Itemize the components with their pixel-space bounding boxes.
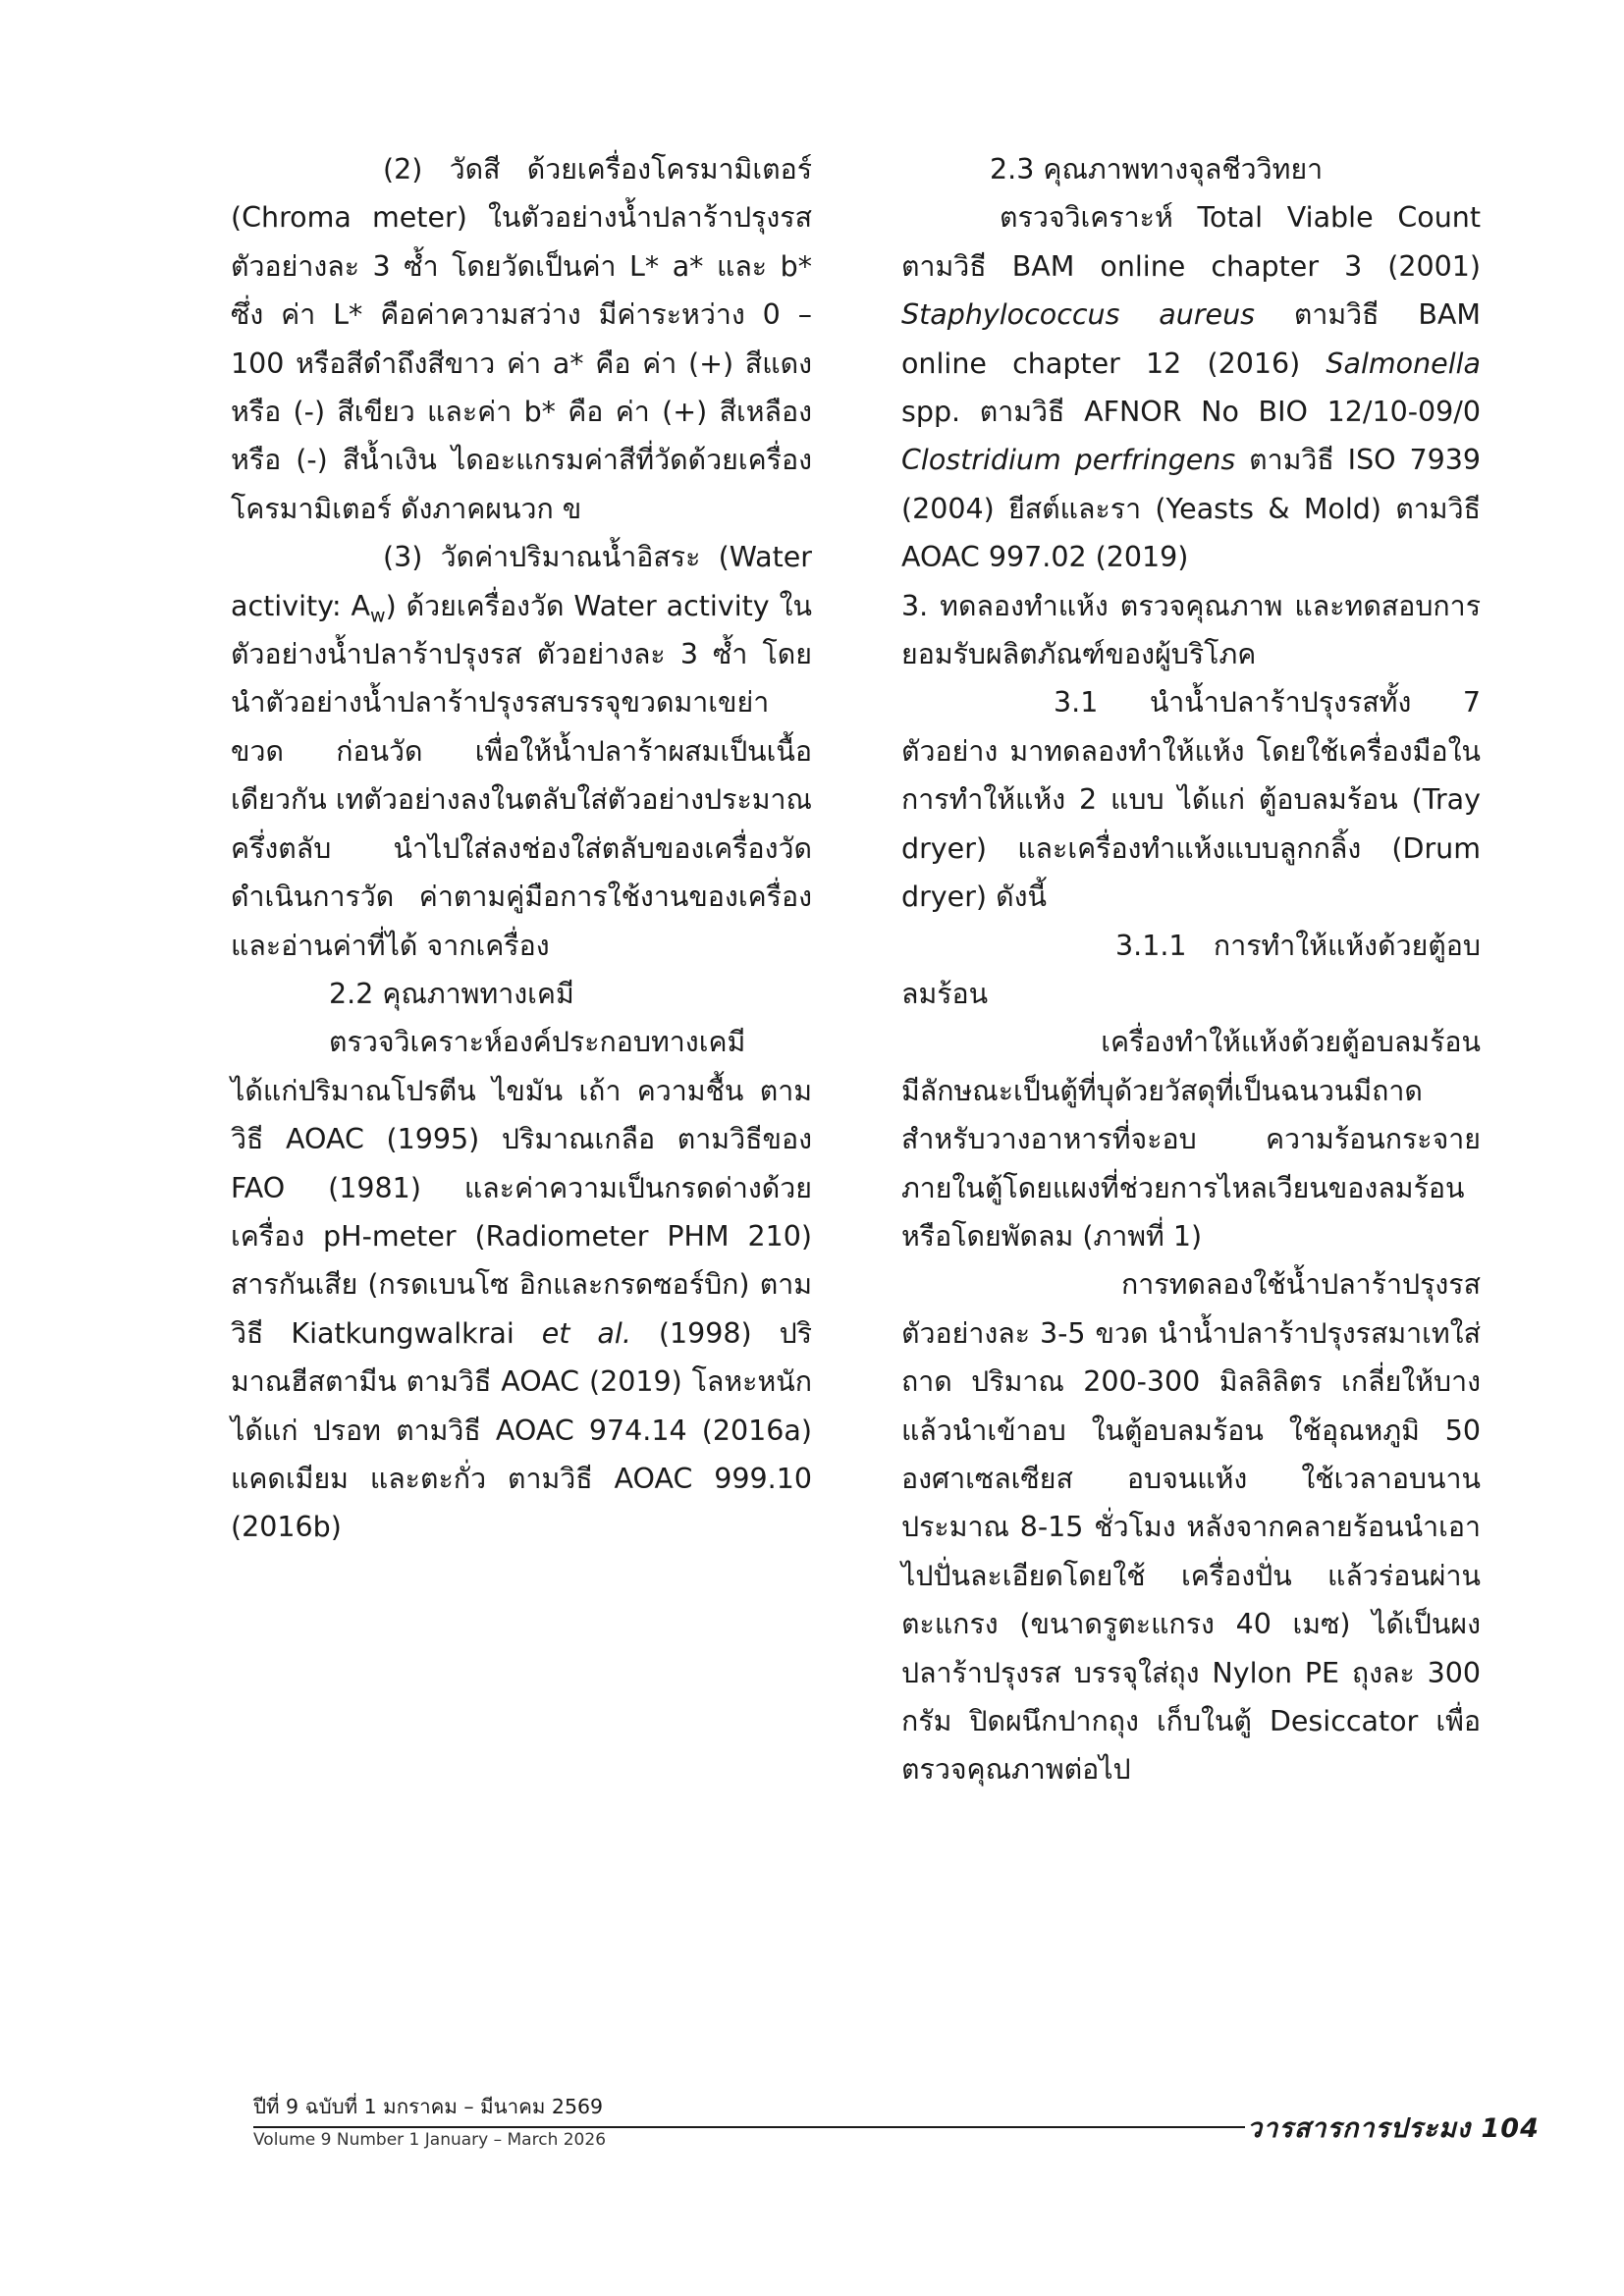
- chemical-text-b: (1998) ปริมาณฮีสตามีน ตามวิธี AOAC (2019) โลหะหนัก ได้แก่ ปรอท ตามวิธี AOAC 974.14 (2016a) แคดเมียม และตะกั่ว ตามวิธี AOAC 999.10 (2016b): [231, 1316, 813, 1544]
- heading-2-3: 2.3 คุณภาพทางจุลชีววิทยา: [990, 153, 1324, 186]
- paragraph-trial-first-line: การทดลองใช้น้ำปลาร้าปรุงรส: [1121, 1268, 1481, 1302]
- micro-text-d: ตามวิธี ISO 7939 (2004) ยีสต์และรา (Yeasts & Mold) ตามวิธี AOAC 997.02 (2019): [901, 444, 1481, 574]
- water-activity-text-a: (3) วัดค่าปริมาณน้ำอิสระ (Water activity: A: [231, 541, 812, 622]
- paragraph-trial: ตัวอย่างละ 3-5 ขวด นำน้ำปลาร้าปรุงรสมาเทใส่ถาด ปริมาณ 200-300 มิลลิลิตร เกลี่ยให้บาง แล้วนำเข้าอบ ในตู้อบลมร้อน ใช้อุณหภูมิ 50 องศาเซลเซียส อบจนแห้ง ใช้เวลาอบนานประมาณ 8-15 ชั่วโมง หลังจากคลายร้อนนำเอาไปปั่นละเอียดโดยใช้ เครื่องปั่น แล้วร่อนผ่านตะแกรง (ขนาดรูตะแกรง 40 เมซ) ได้เป็นผงปลาร้าปรุงรส บรรจุใส่ถุง Nylon PE ถุงละ 300 กรัม ปิดผนึกปากถุง เก็บในตู้ Desiccator เพื่อตรวจคุณภาพต่อไป: [901, 1316, 1481, 1787]
- issue-info-english: Volume 9 Number 1 January – March 2026: [253, 2130, 607, 2150]
- heading-3: 3. ทดลองทำแห้ง ตรวจคุณภาพ และทดสอบการยอมรับผลิตภัณฑ์ของผู้บริโภค: [901, 589, 1481, 671]
- paragraph-tray-dryer-first-line: เครื่องทำให้แห้งด้วยตู้อบลมร้อน: [1101, 1026, 1481, 1059]
- paragraph-tray-dryer: มีลักษณะเป็นตู้ที่บุด้วยวัสดุที่เป็นฉนวนมีถาด สำหรับวางอาหารที่จะอบ ความร้อนกระจาย ภายในตู้โดยแผงที่ช่วยการไหลเวียนของลมร้อน หรือโดยพัดลม (ภาพที่ 1): [901, 1074, 1481, 1253]
- staphylococcus-italic: Staphylococcus aureus: [901, 298, 1255, 332]
- micro-text-c: spp. ตามวิธี AFNOR No BIO 12/10-09/0: [901, 396, 1481, 429]
- clostridium-italic: Clostridium perfringens: [901, 444, 1236, 477]
- salmonella-italic: Salmonella: [1326, 347, 1481, 380]
- heading-3-1-1: 3.1.1 การทำให้แห้งด้วยตู้อบลมร้อน: [901, 929, 1481, 1010]
- micro-text-b: ตามวิธี BAM online chapter 12 (2016): [901, 298, 1481, 380]
- paragraph-color-measurement: (2) วัดสี ด้วยเครื่องโครมามิเตอร์ (Chroma meter) ในตัวอย่างน้ำปลาร้าปรุงรส ตัวอย่างละ 3 ซ้ำ โดยวัดเป็นค่า L* a* และ b* ซึ่ง ค่า L* คือค่าความสว่าง มีค่าระหว่าง 0 – 100 หรือสีดำถึงสีขาว ค่า a* คือ ค่า (+) สีแดง หรือ (-) สีเขียว และค่า b* คือ ค่า (+) สีเหลือง หรือ (-) สีน้ำเงิน ไดอะแกรมค่าสีที่วัดด้วยเครื่องโครมามิเตอร์ ดังภาคผนวก ข: [231, 153, 812, 525]
- heading-2-2: 2.2 คุณภาพทางเคมี: [329, 977, 574, 1010]
- left-column: [231, 145, 812, 1552]
- paragraph-chemical-analysis: [231, 1018, 812, 1551]
- journal-name-page-number: วารสารการประมง 104: [1247, 2113, 1540, 2144]
- chemical-text-a: ตรวจวิเคราะห์องค์ประกอบทางเคมี ได้แก่ปริมาณโปรตีน ไขมัน เถ้า ความชื้น ตามวิธี AOAC (1995) ปริมาณเกลือ ตามวิธีของ FAO (1981) และค่าความเป็นกรดด่างด้วยเครื่อง pH-meter (Radiometer PHM 210) สารกันเสีย (กรดเบนโซ อิกและกรดซอร์บิก) ตามวิธี Kiatkungwalkrai: [231, 1026, 812, 1350]
- paragraph-microbiology: [901, 193, 1481, 581]
- et-al-italic: et al.: [541, 1316, 631, 1350]
- water-activity-subscript: w: [370, 605, 386, 627]
- issue-info-thai: ปีที่ 9 ฉบับที่ 1 มกราคม – มีนาคม 2569: [253, 2095, 604, 2118]
- paragraph-3-1: 3.1 นำน้ำปลาร้าปรุงรสทั้ง 7 ตัวอย่าง มาทดลองทำให้แห้ง โดยใช้เครื่องมือในการทำให้แห้ง 2 แบบ ได้แก่ ตู้อบลมร้อน (Tray dryer) และเครื่องทำแห้งแบบลูกกลิ้ง (Drum dryer) ดังนี้: [901, 686, 1481, 914]
- footer-divider: [253, 2126, 1245, 2128]
- right-column: [901, 145, 1481, 1794]
- water-activity-text-b: ) ด้วยเครื่องวัด Water activity ในตัวอย่างน้ำปลาร้าปรุงรส ตัวอย่างละ 3 ซ้ำ โดยนำตัวอย่างน้ำปลาร้าปรุงรสบรรจุขวดมาเขย่าขวด ก่อนวัด เพื่อให้น้ำปลาร้าผสมเป็นเนื้อเดียวกัน เทตัวอย่างลงในตลับใส่ตัวอย่างประมาณครึ่งตลับ นำไปใส่ลงช่องใส่ตลับของเครื่องวัด ดำเนินการวัด ค่าตามคู่มือการใช้งานของเครื่อง และอ่านค่าที่ได้ จากเครื่อง: [231, 589, 812, 962]
- micro-text-a: ตรวจวิเคราะห์ Total Viable Count ตามวิธี BAM online chapter 3 (2001): [901, 201, 1481, 283]
- paragraph-water-activity: [231, 533, 812, 970]
